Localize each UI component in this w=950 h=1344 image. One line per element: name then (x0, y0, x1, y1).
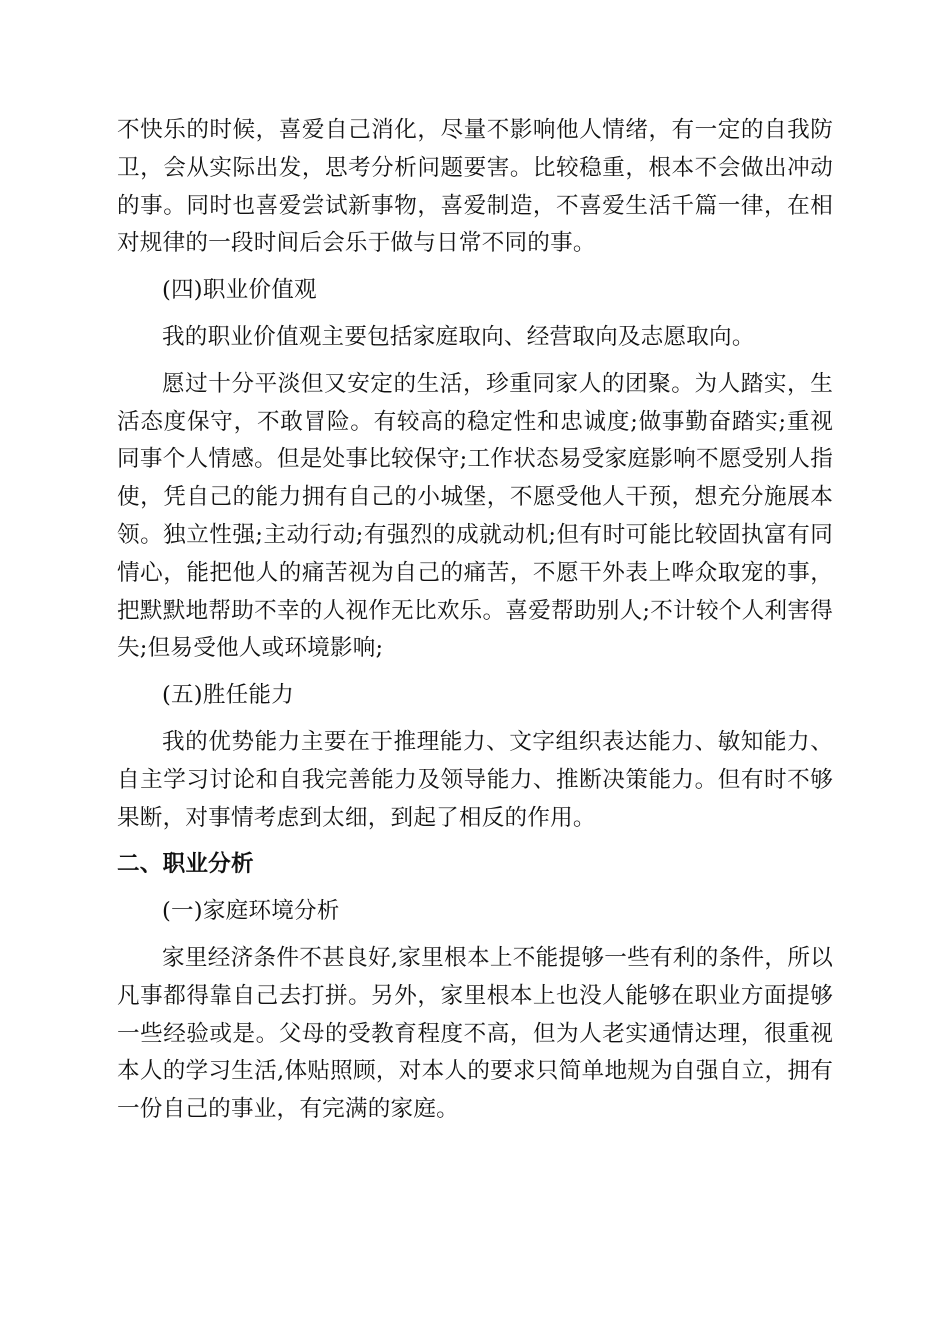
paragraph-values-detail: 愿过十分平淡但又安定的生活，珍重同家人的团聚。为人踏实，生活态度保守，不敢冒险。有较高的稳定性和忠诚度;做事勤奋踏实;重视同事个人情感。但是处事比较保守;工作状态易受家庭影响不愿受别人指使，凭自己的能力拥有自己的小城堡，不愿受他人干预，想充分施展本领。独立性强;主动行动;有强烈的成就动机;但有时可能比较固执富有同情心，能把他人的痛苦视为自己的痛苦，不愿干外表上哗众取宠的事，把默默地帮助不幸的人视作无比欢乐。喜爱帮助别人;不计较个人利害得失;但易受他人或环境影响; (117, 370, 833, 662)
section-heading-career-analysis: 二、职业分析 (117, 851, 254, 878)
subheading-family-environment: (一)家庭环境分析 (162, 898, 340, 925)
paragraph-abilities: 我的优势能力主要在于推理能力、文字组织表达能力、敏知能力、自主学习讨论和自我完善能力及领导能力、推断决策能力。但有时不够果断，对事情考虑到太细，到起了相反的作用。 (117, 728, 833, 831)
paragraph-family-environment: 家里经济条件不甚良好,家里根本上不能提够一些有利的条件，所以凡事都得靠自己去打拼。另外，家里根本上也没人能够在职业方面提够一些经验或是。父母的受教育程度不高，但为人老实通情达理，很重视本人的学习生活,体贴照顾，对本人的要求只简单地规为自强自立，拥有一份自己的事业，有完满的家庭。 (117, 944, 833, 1123)
subheading-competence: (五)胜任能力 (162, 682, 294, 709)
subheading-career-values: (四)职业价值观 (162, 277, 317, 304)
paragraph-values-summary: 我的职业价值观主要包括家庭取向、经营取向及志愿取向。 (162, 323, 755, 350)
paragraph-temperament-continued: 不快乐的时候，喜爱自己消化，尽量不影响他人情绪，有一定的自我防卫，会从实际出发，思考分析问题要害。比较稳重，根本不会做出冲动的事。同时也喜爱尝试新事物，喜爱制造，不喜爱生活千篇一律，在相对规律的一段时间后会乐于做与日常不同的事。 (117, 117, 833, 257)
document-body (117, 112, 833, 1138)
